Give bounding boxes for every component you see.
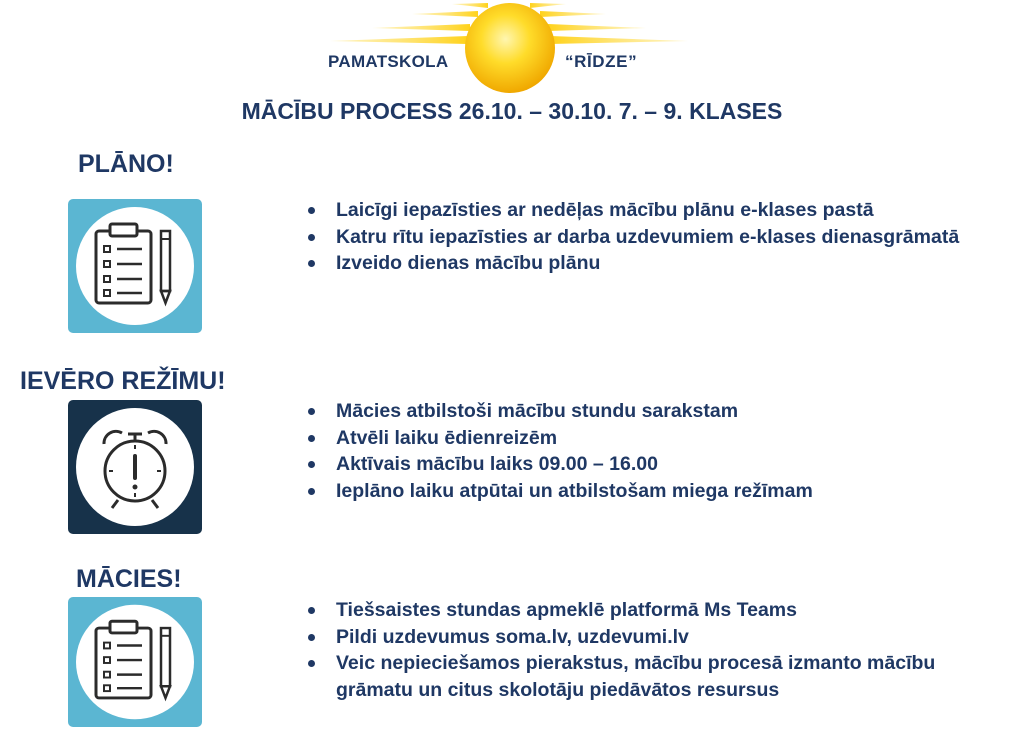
list-item [305, 597, 985, 624]
list-item-text: Veic nepieciešamos pierakstus, mācību procesā izmanto mācību grāmatu un citus skolotāju piedāvātos resursus [336, 652, 936, 701]
list-item [305, 425, 985, 452]
list-item-text: Aktīvais mācību laiks 09.00 – 16.00 [336, 453, 658, 475]
clipboard-checklist-icon [68, 597, 202, 727]
sun-logo-icon [0, 0, 1024, 100]
alarm-clock-icon [68, 400, 202, 534]
bullet-icon [308, 207, 315, 214]
list-item-text: Katru rītu iepazīsties ar darba uzdevumiem e-klases dienasgrāmatā [336, 225, 960, 248]
bullet-icon [308, 260, 315, 267]
bullet-icon [308, 435, 315, 442]
learn-tile [68, 597, 202, 727]
plan-list [305, 197, 985, 277]
clipboard-checklist-icon [68, 199, 202, 333]
list-item-text: Izveido dienas mācību plānu [336, 252, 601, 274]
logo-text-right: “RĪDZE” [565, 52, 638, 71]
learn-list [305, 597, 985, 703]
section-heading-learn: MĀCIES! [76, 565, 182, 593]
list-item [305, 224, 985, 251]
school-logo [0, 0, 1024, 100]
list-item [305, 624, 985, 651]
list-item [305, 451, 985, 478]
list-item [305, 197, 985, 224]
list-item-text: Ieplāno laiku atpūtai un atbilstošam miega režīmam [336, 479, 813, 502]
list-item [305, 250, 985, 277]
list-item [305, 478, 985, 505]
list-item-text: Laicīgi iepazīsties ar nedēļas mācību plānu e-klases pastā [336, 199, 874, 221]
plan-tile [68, 199, 202, 333]
list-item [305, 398, 985, 425]
logo-text-left: PAMATSKOLA [328, 52, 449, 71]
list-item-text: Mācies atbilstoši mācību stundu sarakstam [336, 400, 739, 422]
bullet-icon [308, 488, 315, 495]
routine-list [305, 398, 985, 504]
routine-tile [68, 400, 202, 534]
list-item-text: Atvēli laiku ēdienreizēm [336, 426, 558, 449]
section-heading-routine: IEVĒRO REŽĪMU! [20, 367, 226, 395]
bullet-icon [308, 634, 315, 641]
page-title: MĀCĪBU PROCESS 26.10. – 30.10. 7. – 9. KLASES [241, 98, 783, 124]
bullet-icon [308, 660, 315, 667]
list-item-text: Tiešsaistes stundas apmeklē platformā Ms Teams [336, 599, 797, 621]
bullet-icon [308, 607, 315, 614]
bullet-icon [308, 408, 315, 415]
bullet-icon [308, 461, 315, 468]
list-item-text: Pildi uzdevumus soma.lv, uzdevumi.lv [336, 625, 689, 648]
bullet-icon [308, 234, 315, 241]
section-heading-plan: PLĀNO! [78, 150, 174, 178]
list-item [305, 650, 985, 703]
